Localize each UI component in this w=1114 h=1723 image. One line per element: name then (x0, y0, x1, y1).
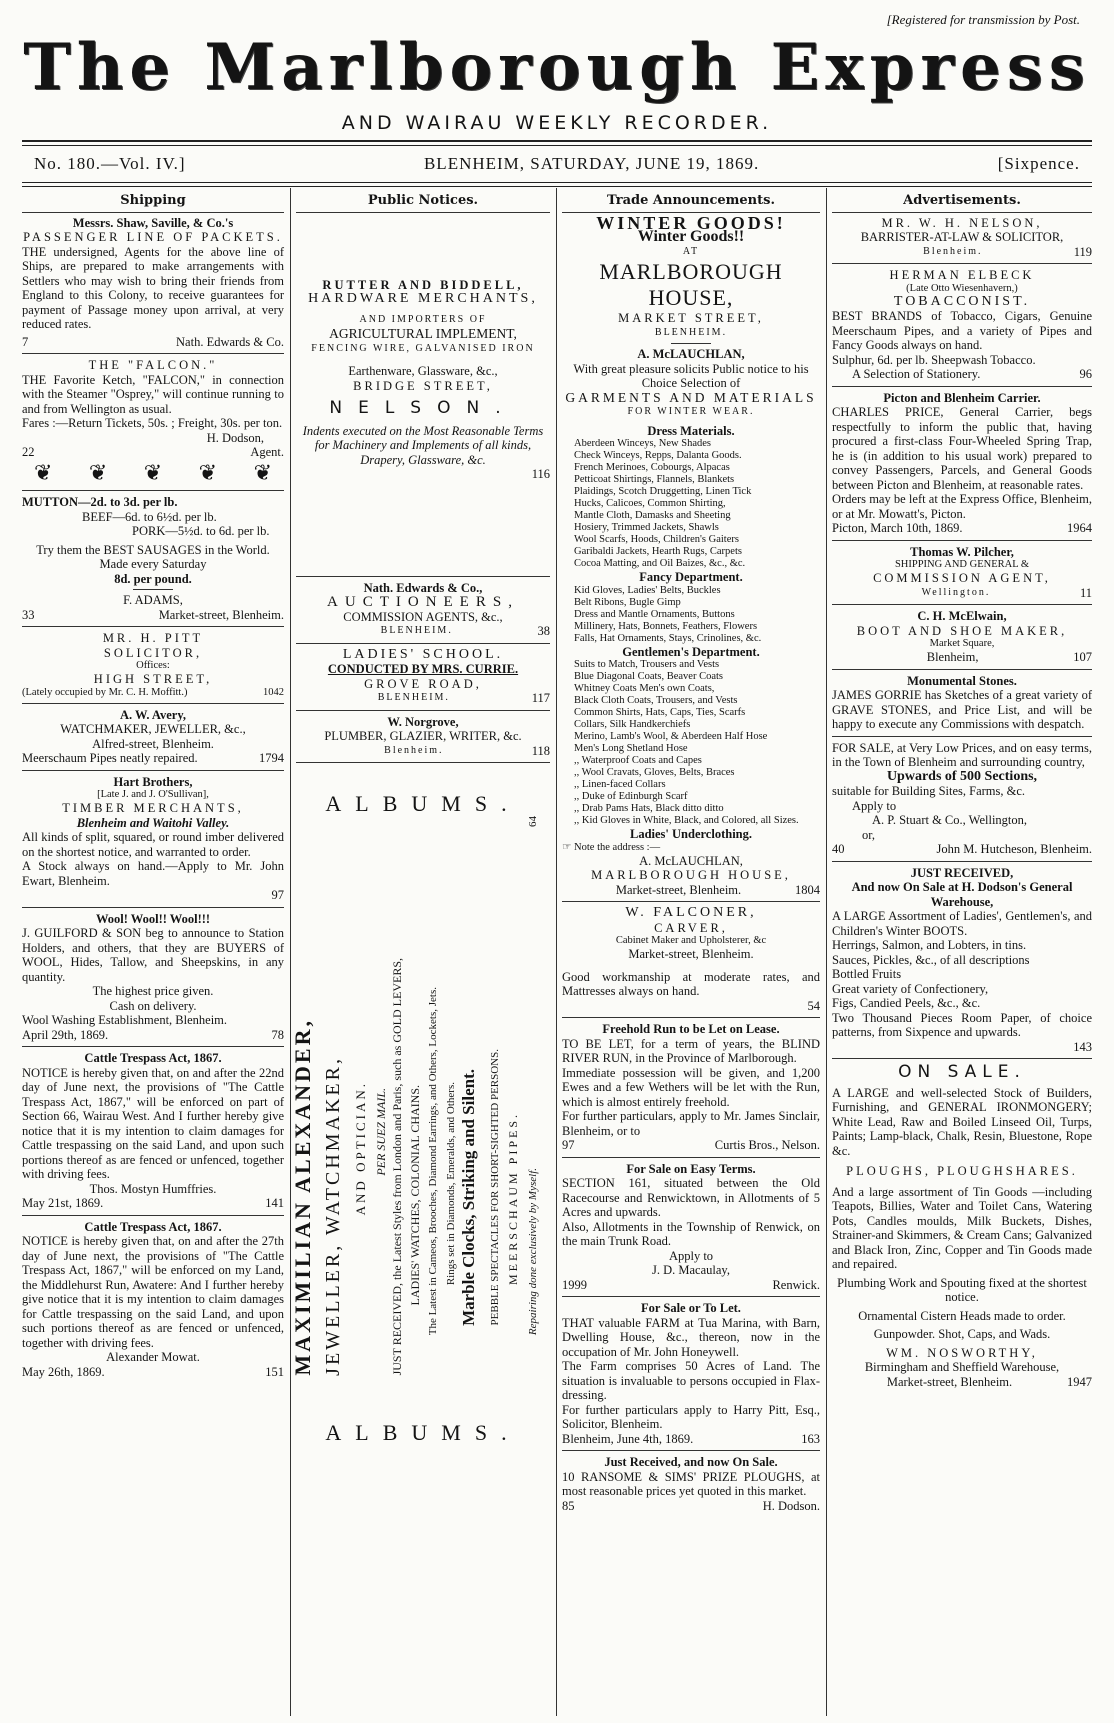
ad-town: BLENHEIM. (377, 692, 450, 703)
ad-body: For further particulars apply to Harry Pitt, Esq., Solicitor, Blenheim. (562, 1402, 820, 1431)
list-item: Great variety of Confectionery, (832, 981, 989, 996)
ad-title: W. FALCONER, (625, 905, 757, 920)
ad-body: Cash on delivery. (109, 998, 197, 1013)
column-shipping (22, 194, 284, 1714)
list-heading: Dress Materials. (647, 423, 735, 438)
ad-body: Indents executed on the Most Reasonable Terms for Machinery and Implements of all kinds, Drapery, Glassware, &c. (302, 423, 544, 467)
ad-body: HIGH STREET, (93, 672, 213, 686)
ad-body: And a large assortment of Tin Goods —including Teapots, Billies, Water and Toilet Cans, Watering Pots, Candles moulds, Milk Buckets, Dishes, Strainer-and Skimmers, & Cream Cans; Galvanized and Black Iron, Zinc, Copper and Tin Goods made and repaired. (832, 1184, 1092, 1271)
ad-signature: A. P. Stuart & Co., Wellington, (872, 813, 1028, 827)
list-item: Sauces, Pickles, &c., of all descriptions (832, 952, 1030, 967)
ad-body: Repairing done exclusively by Myself. (527, 1168, 539, 1336)
ad-title: HERMAN ELBECK (889, 268, 1035, 282)
ad-subtitle: (Late Otto Wiesenhavern,) (906, 282, 1018, 294)
ad-body: 8d. per pound. (114, 571, 192, 586)
list-item: Petticoat Shirtings, Flannels, Blankets (574, 474, 735, 485)
ad-number: 1999 (562, 1277, 587, 1292)
ad-subtitle: And now On Sale at H. Dodson's General Warehouse, (851, 880, 1073, 909)
list-item: Men's Long Shetland Hose (574, 743, 688, 754)
ad-body: MUTTON—2d. to 3d. per lb. (22, 495, 178, 509)
ad-subtitle: PLUMBER, GLAZIER, WRITER, &c. (324, 729, 522, 743)
ad-body: Two Thousand Pieces Room Paper, of choice patterns, from Sixpence and upwards. (832, 1010, 1092, 1039)
ad-address: Market-street, Blenheim. (158, 607, 284, 622)
ad-title: Cattle Trespass Act, 1867. (84, 1219, 222, 1234)
ad-number: 64 (527, 815, 539, 827)
ad-signature: F. ADAMS, (123, 593, 183, 607)
ad-body: Marble Clocks, Striking and Silent. (459, 1068, 478, 1326)
ad-number: 116 (531, 467, 550, 481)
ad-number: 97 (562, 1138, 575, 1152)
ad-number: 1794 (259, 751, 284, 765)
list-item: ,, Waterproof Coats and Capes (574, 755, 702, 766)
ad-body: MEERSCHAUM PIPES. (506, 1112, 520, 1286)
section-heading: Public Notices. (296, 194, 550, 213)
ad-number: 33 (22, 607, 35, 622)
ad-title: Monumental Stones. (907, 673, 1017, 688)
ad-body: BEEF—6d. to 6½d. per lb. (82, 509, 217, 524)
ad-subtitle: JEWELLER, WATCHMAKER, (322, 1055, 344, 1376)
ad-town: BLENHEIM. (654, 326, 728, 338)
list-item: Blue Diagonal Coats, Beaver Coats (574, 671, 724, 682)
list-item: Suits to Match, Trousers and Vests (574, 659, 720, 670)
ad-body: Also, Allotments in the Township of Renwick, on the main Trunk Road. (562, 1219, 820, 1248)
ad-date: April 29th, 1869. (22, 1027, 109, 1042)
ad-subtitle: Blenheim and Waitohi Valley. (76, 815, 230, 830)
ad-body: Immediate possession will be given, and 1,200 Ewes and a few Wethers will be let with the Run, which is almost entirely freehold. (562, 1065, 820, 1109)
ad-body: Earthenware, Glassware, &c., (348, 364, 498, 378)
ad-address: Alfred-street, Blenheim. (92, 736, 214, 751)
list-item: Cocoa Matting, and Oil Baizes, &c., &c. (574, 558, 746, 569)
ad-body: JAMES GORRIE has Sketches of a great variety of GRAVE STONES, and Price List, and will be happy to execute any Commissions with despatch. (832, 688, 1092, 731)
ad-number: 107 (1073, 650, 1092, 664)
ad-body: Apply to (852, 798, 897, 813)
list-item: Dress and Mantle Ornaments, Buttons (574, 608, 735, 620)
ad-title: C. H. McElwain, (917, 609, 1007, 623)
ad-number: 1804 (795, 882, 820, 897)
ad-signature: A. McLAUCHLAN, (639, 853, 743, 868)
list-item: Collars, Silk Handkerchiefs (574, 719, 691, 730)
ad-body: AGRICULTURAL IMPLEMENT, (329, 326, 517, 341)
ad-body: TO BE LET, for a term of years, the BLIND RIVER RUN, in the Province of Marlborough. (562, 1036, 820, 1065)
list-item: Garibaldi Jackets, Hearth Rugs, Carpets (574, 546, 742, 557)
ad-body: Try them the BEST SAUSAGES in the World. Made every Saturday (36, 542, 270, 571)
list-item: Check Winceys, Repps, Dalanta Goods. (574, 450, 742, 461)
dress-list (562, 438, 820, 570)
ad-body: suitable for Building Sites, Farms, &c. (832, 784, 1026, 798)
alexander-advertisement (290, 815, 550, 1376)
ad-number: 163 (801, 1431, 820, 1446)
issue-price: [Sixpence. (997, 154, 1080, 173)
ad-body: J. GUILFORD & SON beg to announce to Station Holders, and others, that they are BUYERS of WOOL, Hides, Tallow, and Sheepskins, in any quantity. (22, 926, 284, 984)
ad-number: 1947 (1067, 1374, 1092, 1389)
ad-body: FOR SALE, at Very Low Prices, and on easy terms, in the Town of Blenheim and surrounding country, (832, 740, 1092, 769)
ad-subtitle: SOLICITOR, (103, 645, 203, 660)
ad-title: Cattle Trespass Act, 1867. (84, 1051, 222, 1065)
ad-number: 11 (1079, 585, 1092, 600)
ad-subtitle: TOBACCONIST. (893, 293, 1031, 309)
list-item: French Merinoes, Cobourgs, Alpacas (574, 462, 730, 473)
ad-body: PORK—5½d. to 6d. per lb. (132, 524, 270, 538)
dateline (22, 150, 1092, 178)
ad-body: Sulphur, 6d. per lb. Sheepwash Tobacco. (832, 352, 1036, 367)
ad-subtitle: COMMISSION AGENT, (873, 571, 1051, 585)
ad-town: Wellington. (921, 586, 991, 598)
ad-body: Orders may be left at the Express Office, Blenheim, or at Mr. Mowatt's, Picton. (832, 492, 1092, 521)
section-heading: Advertisements. (832, 194, 1092, 213)
ad-number: 7 (22, 334, 29, 349)
ad-body: CHARLES PRICE, General Carrier, begs respectfully to inform the public that, having procured a first-class Four-Wheeled Spring Trap, he is (in addition to his usual work) prepared to convey Passengers, Parcels, and General Goods between Picton and Blenheim, at reasonable rates. (832, 405, 1092, 492)
ad-subtitle: BOOT AND SHOE MAKER, (856, 623, 1068, 638)
ad-signature: A. McLAUCHLAN, (637, 347, 745, 361)
ad-body: Ornamental Cistern Heads made to order. (858, 1308, 1066, 1323)
ad-town: Blenheim, (926, 650, 979, 664)
list-item: Wool Scarfs, Hoods, Children's Gaiters (574, 534, 739, 545)
ad-signature: H. Dodson. (762, 1498, 820, 1513)
ad-subtitle: SHIPPING AND GENERAL & (894, 559, 1030, 570)
ad-subtitle: Cabinet Maker and Upholsterer, &c (615, 935, 767, 946)
ad-body: Wool Washing Establishment, Blenheim. (22, 1013, 228, 1027)
ad-subtitle: Winter Goods!! (637, 228, 745, 245)
ad-title: Hart Brothers, (113, 774, 193, 789)
ad-body: NOTICE is hereby given that, on and after the 22nd day of June next, the provisions of "The Cattle Trespass Act, 1867," will be enforced on part of Section 66, Wairau West. And I further hereby give notice that it is my intention to claim damages for Cattle trespassing on the said Land, and upon such portions thereof as are fenced or unfenced, together with driving fees. (22, 1065, 284, 1181)
ad-body: LADIES' WATCHES, COLONIAL CHAINS. (408, 1085, 422, 1306)
ad-body: Fares :—Return Tickets, 50s. ; Freight, 30s. per ton. (22, 416, 283, 430)
ad-number: 118 (531, 743, 550, 758)
ad-body: or, (862, 827, 876, 842)
ad-body: AND IMPORTERS OF (359, 313, 487, 325)
ad-body (562, 842, 820, 854)
ad-body: A LARGE Assortment of Ladies', Gentlemen's, and Children's Winter BOOTS. (832, 909, 1092, 938)
ad-number: 143 (1073, 1039, 1092, 1054)
ad-number: 117 (531, 691, 550, 705)
ad-subtitle: [Late J. and J. O'Sullivan], (97, 789, 209, 800)
ad-body: The highest price given. (92, 984, 214, 998)
registration-note: [Registered for transmission by Post. (886, 12, 1080, 27)
ad-date: Picton, March 10th, 1869. (832, 521, 963, 535)
ad-body: The Farm comprises 50 Acres of Land. The situation is invaluable to persons occupied in Flax-dressing. (562, 1359, 820, 1402)
ad-subtitle: CARVER, (654, 920, 728, 935)
ad-address: Market-street, Blenheim. (628, 947, 754, 961)
list-item: Plaidings, Scotch Druggetting, Linen Tick (574, 486, 752, 497)
ad-body: Apply to (668, 1248, 714, 1263)
list-item: ,, Wool Cravats, Gloves, Belts, Braces (574, 767, 735, 778)
ad-title: Just Received, and now On Sale. (604, 1455, 778, 1469)
ad-number: 119 (1073, 244, 1092, 259)
column-public-notices (290, 193, 550, 1714)
ad-title: JUST RECEIVED, (910, 865, 1014, 880)
ad-date: Blenheim, June 4th, 1869. (562, 1431, 694, 1446)
ad-town: Blenheim. (923, 245, 983, 257)
ad-body: PEBBLE SPECTACLES FOR SHORT-SIGHTED PERSONS. (489, 1049, 501, 1326)
ad-subtitle: CONDUCTED BY MRS. CURRIE. (327, 662, 519, 676)
ad-title: Picton and Blenheim Carrier. (883, 390, 1041, 405)
ad-body: 10 RANSOME & SIMS' PRIZE PLOUGHS, at most reasonable prices yet quoted in this market. (562, 1469, 820, 1498)
ad-address: Renwick. (772, 1277, 820, 1292)
gent-list (562, 659, 820, 827)
ad-title: WINTER GOODS! (596, 212, 786, 233)
ad-title: MAXIMILIAN ALEXANDER, (290, 1017, 315, 1376)
ad-town: NELSON. (329, 398, 517, 418)
ad-signature: Agent. (250, 445, 284, 459)
ad-body: GARMENTS AND MATERIALS (565, 389, 817, 405)
list-item: Hucks, Calicoes, Common Shirting, (574, 498, 726, 509)
column-advertisements (832, 194, 1092, 1714)
ad-number: 78 (271, 1027, 284, 1042)
ad-body: Meerschaum Pipes neatly repaired. (22, 751, 198, 765)
ad-title: MARLBOROUGH HOUSE, (599, 259, 783, 310)
ad-subtitle: TIMBER MERCHANTS, (62, 801, 244, 815)
ornament-row: ❦ ❦ ❦ ❦ ❦ (34, 459, 272, 485)
ad-title: For Sale or To Let. (641, 1301, 741, 1315)
ad-body: (Lately occupied by Mr. C. H. Moffitt.) (22, 686, 188, 698)
ad-signature: Alexander Mowat. (106, 1350, 200, 1364)
ad-body: The Latest in Cameos, Brooches, Diamond Earrings, and Others, Lockets, Jets. (427, 987, 439, 1336)
issue-date: BLENHEIM, SATURDAY, JUNE 19, 1869. (423, 154, 760, 173)
ad-body: A LARGE and well-selected Stock of Builders, Furnishing, and GENERAL IRONMONGERY; White Lead, Raw and Boiled Linseed Oil, Turps, Paints; Lamp-black, Chalk, Resin, Bluestone, Rope &c. (832, 1085, 1092, 1158)
ad-body: THAT valuable FARM at Tua Marina, with Barn, Dwelling House, &c., thereon, now in the occupation of Mr. John Honeywell. (562, 1315, 820, 1359)
section-heading: Shipping (22, 194, 284, 213)
list-item: Black Cloth Coats, Trousers, and Vests (574, 695, 738, 706)
list-item: ,, Drab Pams Hats, Black ditto ditto (574, 803, 724, 814)
ad-title: Nath. Edwards & Co., (363, 580, 483, 595)
list-item: Aberdeen Winceys, New Shades (574, 438, 712, 449)
ad-title: A. W. Avery, (119, 707, 187, 722)
ad-subtitle: AND OPTICIAN. (353, 1081, 368, 1216)
list-item: Millinery, Hats, Bonnets, Feathers, Flowers (574, 620, 758, 632)
ad-body: With great pleasure solicits Public notice to his Choice Selection of (573, 361, 809, 390)
ad-address: MARKET STREET, (618, 311, 764, 325)
list-item: ,, Kid Gloves in White, Black, and Colored, all Sizes. (574, 815, 799, 826)
ad-body: Plumbing Work and Spouting fixed at the shortest notice. (837, 1275, 1087, 1304)
ad-signature: H. Dodson, (206, 430, 264, 445)
ad-signature: WM. NOSWORTHY, (886, 1345, 1038, 1360)
note-label: Note the address :— (574, 841, 661, 853)
ad-title: Freehold Run to be Let on Lease. (602, 1022, 780, 1036)
ad-title: Messrs. Shaw, Saville, & Co.'s (72, 215, 234, 230)
ad-body: BRIDGE STREET, (353, 378, 493, 393)
ad-address: Market Square, (929, 638, 995, 649)
section-heading: Trade Announcements. (562, 194, 820, 213)
ad-title: Upwards of 500 Sections, (886, 768, 1038, 784)
list-item: ,, Linen-faced Collars (574, 779, 666, 790)
ad-number: 1042 (263, 686, 284, 698)
ad-body: Offices: (136, 660, 170, 671)
ad-address: Market-street, Blenheim. (886, 1374, 1013, 1389)
list-item: Kid Gloves, Ladies' Belts, Buckles (574, 584, 721, 596)
ad-town: BLENHEIM. (380, 625, 453, 636)
ad-address: Market-street, Blenheim. (615, 882, 742, 897)
ad-subtitle: BARRISTER-AT-LAW & SOLICITOR, (860, 230, 1064, 244)
ad-subtitle: PLOUGHS, PLOUGHSHARES. (846, 1164, 1078, 1178)
ad-subtitle: WATCHMAKER, JEWELLER, &c., (60, 722, 246, 736)
ad-body: THE undersigned, Agents for the above line of Ships, are prepared to make arrangements with Settlers who may wish to bring their friends from England to this Colony, to receive guarantees for payment of Passage money upon arrival, at very reduced rates. (22, 244, 284, 331)
list-item: Herrings, Salmon, and Lobters, in tins. (832, 938, 1027, 952)
ad-title: For Sale on Easy Terms. (626, 1161, 756, 1176)
ad-title: MR. H. PITT (102, 631, 204, 645)
pointing-hand-icon: ☞ (562, 841, 575, 853)
ad-body: SECTION 161, situated between the Old Racecourse and Renwicktown, in Allotments of 5 Acres and upwards. (562, 1176, 820, 1219)
list-heading: Gentlemen's Department. (622, 644, 760, 659)
dodson-list (832, 938, 1092, 1011)
ad-title: ON SALE. (898, 1062, 1026, 1082)
ad-body: Gunpowder. Shot, Caps, and Wads. (873, 1327, 1051, 1341)
list-heading: Ladies' Underclothing. (629, 827, 752, 841)
ad-body: A Selection of Stationery. (852, 367, 981, 381)
list-item: Whitney Coats Men's own Coats, (574, 683, 715, 694)
ad-body: BEST BRANDS of Tobacco, Cigars, Genuine Meerschaum Pipes, and a variety of Pipes and Fancy Goods always on hand. (832, 309, 1092, 352)
ad-address: GROVE ROAD, (364, 676, 482, 691)
ad-number: 1964 (1067, 521, 1092, 535)
ad-number: 141 (265, 1196, 284, 1210)
ad-title: THE "FALCON." (88, 358, 218, 372)
ad-body: Rings set in Diamonds, Emeralds, and Others. (445, 1082, 457, 1286)
ad-number: 40 (832, 842, 845, 856)
ad-signature: Curtis Bros., Nelson. (714, 1138, 820, 1152)
ad-date: May 21st, 1869. (22, 1196, 104, 1210)
list-item: ,, Duke of Edinburgh Scarf (574, 791, 688, 802)
ad-town: Blenheim. (384, 744, 444, 756)
ad-body: FENCING WIRE, GALVANISED IRON (311, 342, 535, 354)
list-item: Common Shirts, Hats, Caps, Ties, Scarfs (574, 707, 746, 718)
ad-body: All kinds of split, squared, or round imber delivered on the shortest notice, and warranted to order. (22, 830, 284, 859)
list-item: Bottled Fruits (832, 967, 902, 981)
masthead-subtitle: AND WAIRAU WEEKLY RECORDER. (341, 112, 773, 134)
ad-body: COMMISSION AGENTS, &c., (343, 609, 503, 624)
list-item: Belt Ribons, Bugle Gimp (574, 596, 681, 608)
list-item: Merino, Lamb's Wool, & Aberdeen Half Hose (574, 731, 768, 742)
ad-body: AT (682, 245, 700, 257)
ad-number: 96 (1079, 367, 1092, 381)
ad-title: Wool! Wool!! Wool!!! (95, 911, 211, 926)
ad-subtitle: PASSENGER LINE OF PACKETS. (23, 230, 283, 244)
list-item: Mantle Cloth, Damasks and Sheeting (574, 510, 731, 521)
list-item: Falls, Hat Ornaments, Stays, Crinolines, &c. (574, 632, 762, 644)
column-trade (562, 194, 820, 1714)
ad-signature: J. D. Macaulay, (652, 1263, 730, 1277)
ad-number: 54 (807, 998, 820, 1013)
ad-title: LADIES' SCHOOL. (342, 646, 504, 662)
ad-subtitle: HARDWARE MERCHANTS, (308, 291, 538, 306)
ad-date: May 26th, 1869. (22, 1364, 105, 1379)
ad-body: PER SUEZ MAIL. (374, 1087, 388, 1176)
ad-subtitle: AUCTIONEERS, (327, 594, 519, 610)
ad-body: Good workmanship at moderate rates, and Mattresses always on hand. (562, 969, 820, 998)
ad-number: 38 (537, 624, 550, 638)
ad-body: JUST RECEIVED, the Latest Styles from London and Paris, such as GOLD LEVERS, (390, 958, 404, 1376)
ad-number: 151 (265, 1364, 284, 1379)
ad-body: THE Favorite Ketch, "FALCON," in connection with the Steamer "Osprey," will continue running to and from Wellington as usual. (22, 372, 284, 416)
ad-number: 85 (562, 1498, 575, 1513)
ad-signature: Nath. Edwards & Co. (176, 334, 284, 349)
ad-signature: John M. Hutcheson, Blenheim. (936, 842, 1092, 856)
list-item: Figs, Candied Peels, &c., &c. (832, 996, 981, 1010)
ad-title: RUTTER AND BIDDELL, (322, 277, 524, 292)
ad-address: Birmingham and Sheffield Warehouse, (864, 1360, 1060, 1374)
list-heading: Fancy Department. (639, 570, 743, 584)
ad-title: MR. W. H. NELSON, (881, 215, 1043, 230)
ad-number: 22 (22, 445, 35, 459)
ad-number: 97 (271, 888, 284, 902)
ad-title: W. Norgrove, (387, 714, 459, 729)
ad-body: FOR WINTER WEAR. (627, 406, 755, 417)
ad-title: Thomas W. Pilcher, (910, 544, 1014, 559)
ad-address: MARLBOROUGH HOUSE, (591, 868, 791, 882)
ad-body: For further particulars, apply to Mr. James Sinclair, Blenheim, or to (562, 1109, 820, 1138)
albums-heading: ALBUMS. (325, 1419, 521, 1445)
ad-body: A Stock always on hand.—Apply to Mr. John Ewart, Blenheim. (22, 859, 284, 888)
fancy-list (562, 585, 820, 645)
albums-heading: ALBUMS. (325, 791, 521, 816)
ad-signature: Thos. Mostyn Humffries. (89, 1181, 217, 1196)
issue-number: No. 180.—Vol. IV.] (34, 154, 186, 173)
ad-body: NOTICE is hereby given that, on and after the 27th day of June next, the provisions of "The Cattle Trespass Act, 1867," will be enforced on my Land, the Middlehurst Run, Awatere: And I further hereby give notice that it is my intention to claim damages for Cattle trespassing on the said Land, and upon such portions thereof as are fenced or unfenced, together with driving fees. (22, 1234, 284, 1350)
list-item: Hosiery, Trimmed Jackets, Shawls (574, 522, 719, 533)
masthead-title: The Marlborough Express (23, 30, 1091, 105)
